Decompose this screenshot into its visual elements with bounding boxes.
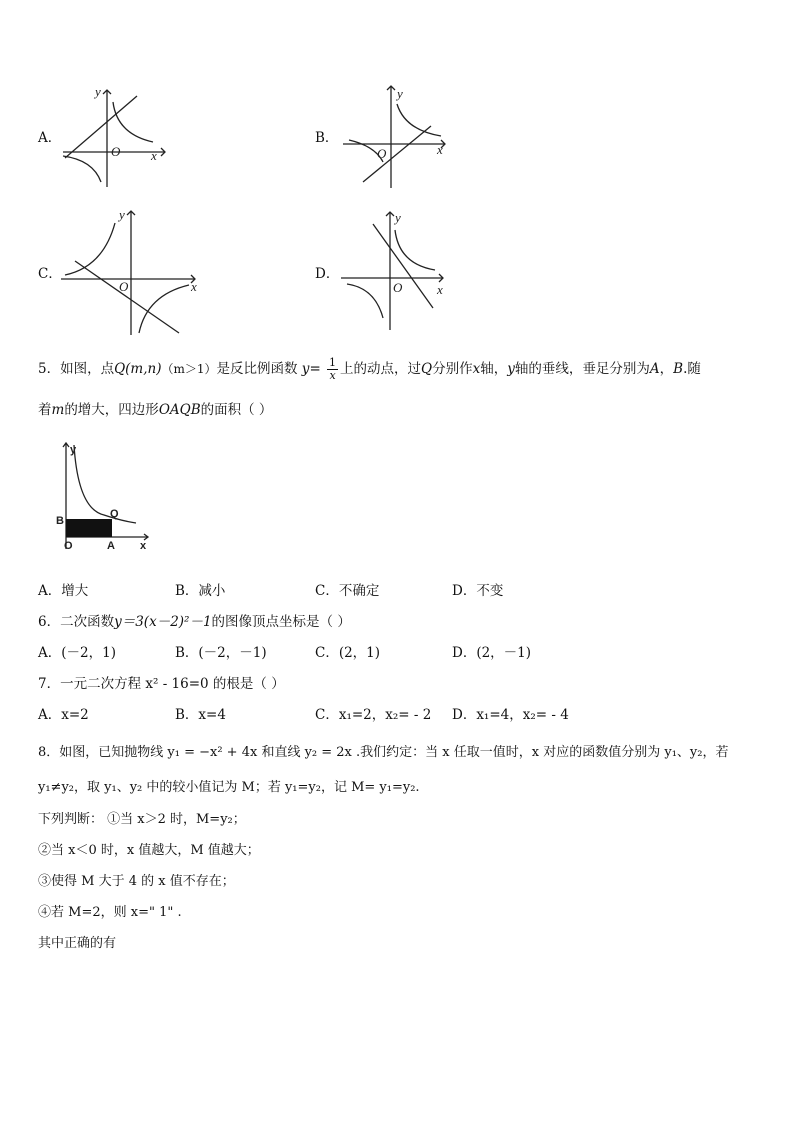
- option-d-graph: [335, 208, 455, 333]
- q8-line3: 下列判断： ①当 x＞2 时，M=y₂；: [38, 812, 246, 827]
- q7-choice-a: A．x=2: [38, 707, 89, 723]
- q6-choice-c: C．(2，1): [315, 645, 381, 661]
- option-a-label: A．: [38, 130, 62, 146]
- option-d-origin-label: O: [393, 280, 403, 295]
- q5-choice-d: D．不变: [452, 583, 504, 599]
- option-a-graph: [55, 82, 175, 192]
- q7-choice-d: D．x₁=4，x₂= - 4: [452, 707, 569, 723]
- option-d-label: D．: [315, 266, 340, 282]
- q6-choice-b: B．(－2，－1): [175, 645, 267, 661]
- q5-choice-c: C．不确定: [315, 583, 380, 599]
- q8-line4: ②当 x＜0 时，x 值越大，M 值越大；: [38, 843, 260, 858]
- option-c-graph: [55, 205, 205, 337]
- q8-line1: 8．如图，已知抛物线 y₁ = −x² + 4x 和直线 y₂ = 2x .我们约定：当 x 任取一值时，x 对应的函数值分别为 y₁、y₂，若: [38, 745, 729, 760]
- option-a-x-label: x: [151, 148, 157, 163]
- option-b-origin-label: O: [377, 146, 387, 161]
- option-b-graph: [335, 82, 455, 192]
- q5-fig-O: O: [64, 540, 73, 552]
- q8-line6: ④若 M=2，则 x=" 1" .: [38, 905, 182, 920]
- option-d-x-label: x: [437, 282, 443, 297]
- q8-line7: 其中正确的有: [38, 936, 117, 951]
- option-b-label: B．: [315, 130, 339, 146]
- option-c-x-label: x: [191, 279, 197, 294]
- option-a-origin-label: O: [111, 144, 121, 159]
- q5-choice-a: A．增大: [38, 583, 89, 599]
- q5-fig-x: x: [140, 540, 147, 552]
- option-b-y-label: y: [397, 86, 403, 101]
- option-c-origin-label: O: [119, 279, 129, 294]
- q7-stem: 7．一元二次方程 x² - 16=0 的根是（ ）: [38, 676, 285, 692]
- option-d-y-label: y: [395, 210, 401, 225]
- option-a-y-label: y: [95, 84, 101, 99]
- option-b-x-label: x: [437, 142, 443, 157]
- q8-line5: ③使得 M 大于 4 的 x 值不存在；: [38, 874, 235, 889]
- option-c-label: C．: [38, 266, 62, 282]
- q5-fig-B: B: [56, 515, 64, 527]
- option-c-y-label: y: [119, 207, 125, 222]
- q5-fig-Q: Q: [110, 508, 119, 520]
- q6-choice-d: D．(2，－1): [452, 645, 532, 661]
- q5-line2: 着m的增大，四边形OAQB的面积（ ）: [38, 402, 273, 418]
- q7-choice-c: C．x₁=2，x₂= - 2: [315, 707, 432, 723]
- q5-figure: [52, 437, 162, 557]
- q5-choice-b: B．减小: [175, 583, 226, 599]
- q8-line2: y₁≠y₂，取 y₁、y₂ 中的较小值记为 M；若 y₁=y₂，记 M= y₁=y₂.: [38, 780, 420, 795]
- q5-fig-A: A: [107, 540, 115, 552]
- q7-choice-b: B．x=4: [175, 707, 226, 723]
- q5-line1: 5．如图，点Q(m,n)（m＞1）是反比例函数 y= $\frac{1}{x}$ 上的动点，过Q分别作x轴，y轴的垂线，垂足分别为A，B.随: [38, 356, 701, 382]
- q5-fig-y: y: [70, 444, 77, 456]
- q6-choice-a: A．(－2，1): [38, 645, 116, 661]
- q6-stem: 6．二次函数y＝3(x－2)²－1的图像顶点坐标是（ ）: [38, 614, 351, 630]
